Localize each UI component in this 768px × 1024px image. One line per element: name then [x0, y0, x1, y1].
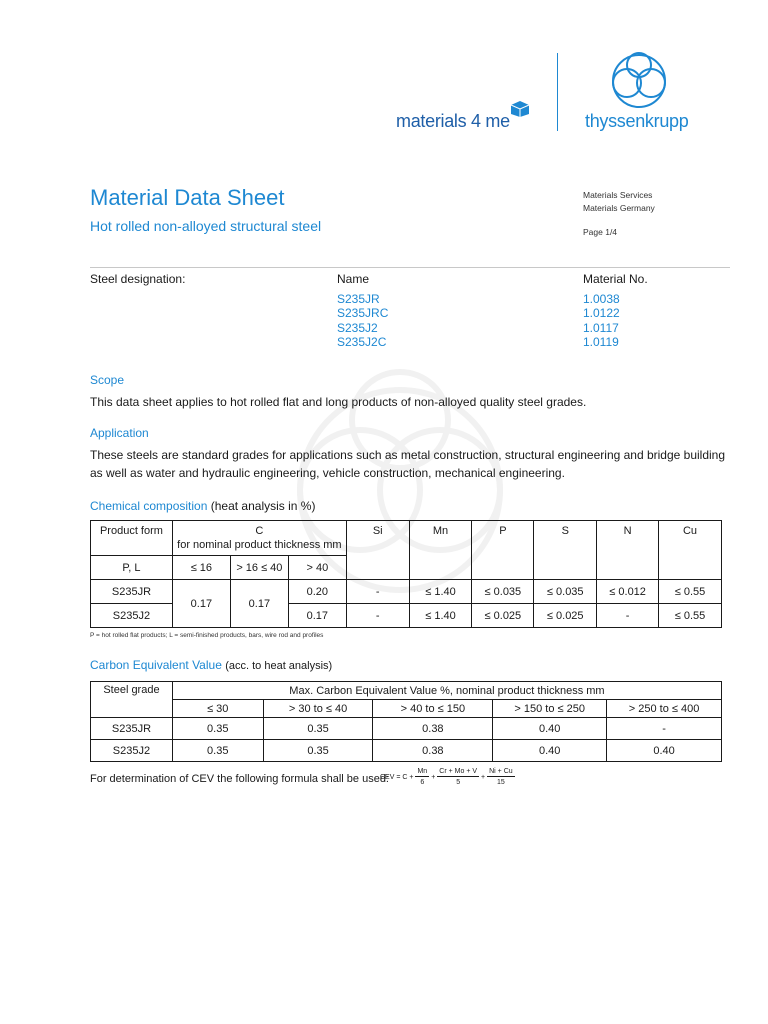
chemical-heading-title: Chemical composition — [90, 499, 208, 513]
page-number: Page 1/4 — [583, 227, 618, 237]
s-value: ≤ 0.025 — [534, 604, 597, 628]
fraction-denominator: 15 — [497, 779, 505, 786]
col-max-cev: Max. Carbon Equivalent Value %, nominal product thickness mm — [172, 682, 721, 700]
cev-value: 0.35 — [263, 740, 373, 762]
col-s: S — [534, 521, 597, 580]
col-carbon-label: C — [255, 525, 264, 537]
service-line-2: Materials Germany — [583, 203, 655, 213]
steel-designation-label: Steel designation: — [90, 272, 186, 286]
si-value: - — [346, 604, 409, 628]
material-number: 1.0122 — [583, 306, 620, 321]
grade-cell: S235J2 — [91, 604, 173, 628]
material-number-header: Material No. — [583, 272, 648, 286]
cev-value: 0.35 — [263, 718, 373, 740]
cev-heading — [90, 658, 332, 672]
fraction — [415, 768, 429, 786]
chemical-composition-table — [90, 520, 722, 628]
divider — [90, 267, 730, 268]
thickness-range: > 150 to ≤ 250 — [493, 700, 607, 718]
thickness-range: > 40 to ≤ 150 — [373, 700, 493, 718]
scope-text: This data sheet applies to hot rolled flat and long products of non-alloyed quality steel grades. — [90, 395, 587, 409]
carbon-value: 0.17 — [230, 580, 288, 628]
carbon-value: 0.20 — [288, 580, 346, 604]
col-product-form: Product form — [91, 521, 173, 556]
cu-value: ≤ 0.55 — [659, 580, 722, 604]
thickness-range: ≤ 30 — [172, 700, 263, 718]
si-value: - — [346, 580, 409, 604]
cev-value: 0.35 — [172, 718, 263, 740]
col-carbon-sub: for nominal product thickness mm — [177, 539, 342, 551]
thickness-range: > 250 to ≤ 400 — [607, 700, 722, 718]
col-cu: Cu — [659, 521, 722, 580]
materials4me-brand: materials 4 me — [396, 111, 510, 131]
p-value: ≤ 0.035 — [472, 580, 534, 604]
chemical-composition-heading — [90, 499, 315, 513]
fraction-numerator: Mn — [417, 768, 428, 775]
carbon-value: 0.17 — [288, 604, 346, 628]
col-n: N — [597, 521, 659, 580]
cev-value: 0.38 — [373, 740, 493, 762]
fraction-denominator: 6 — [420, 779, 425, 786]
cev-table — [90, 681, 722, 762]
steel-name: S235JRC — [337, 306, 389, 321]
col-carbon — [172, 521, 346, 556]
materials4me-cube-icon — [510, 100, 530, 118]
mn-value: ≤ 1.40 — [409, 604, 472, 628]
fraction — [437, 768, 479, 786]
table-footnote: P = hot rolled flat products; L = semi-finished products, bars, wire rod and profiles — [90, 632, 324, 639]
col-mn: Mn — [409, 521, 472, 580]
grade-cell: S235JR — [91, 580, 173, 604]
plus-sign: + — [431, 773, 436, 781]
cev-heading-suffix: (acc. to heat analysis) — [225, 660, 333, 672]
steel-name: S235J2C — [337, 334, 387, 349]
material-number: 1.0119 — [583, 334, 619, 349]
cev-value: 0.35 — [172, 740, 263, 762]
material-number: 1.0038 — [583, 292, 620, 306]
table-row — [91, 580, 722, 604]
header-divider — [557, 53, 558, 131]
formula-lhs: CEV = C + — [380, 773, 414, 781]
page-subtitle: Hot rolled non-alloyed structural steel — [90, 218, 322, 234]
n-value: ≤ 0.012 — [597, 580, 659, 604]
steel-name: S235J2 — [337, 320, 378, 335]
s-value: ≤ 0.035 — [534, 580, 597, 604]
cev-value: 0.40 — [493, 740, 607, 762]
cu-value: ≤ 0.55 — [659, 604, 722, 628]
cev-value: 0.40 — [493, 718, 607, 740]
table-row — [91, 740, 722, 762]
cev-value: 0.40 — [607, 740, 722, 762]
fraction-numerator: Cr + Mo + V — [439, 768, 478, 775]
cev-value: - — [607, 718, 722, 740]
mn-value: ≤ 1.40 — [409, 580, 472, 604]
thickness-range: > 30 to ≤ 40 — [263, 700, 373, 718]
grade-cell: S235J2 — [91, 740, 173, 762]
p-value: ≤ 0.025 — [472, 604, 534, 628]
scope-heading: Scope — [90, 373, 125, 387]
col-si: Si — [346, 521, 409, 580]
steel-name: S235JR — [337, 292, 380, 306]
carbon-value: 0.17 — [172, 580, 230, 628]
col-p: P — [472, 521, 534, 580]
thickness-range: ≤ 16 — [172, 556, 230, 580]
product-form-pl: P, L — [91, 556, 173, 580]
cev-heading-title: Carbon Equivalent Value — [90, 658, 222, 672]
service-line-1: Materials Services — [583, 190, 653, 200]
chemical-heading-suffix: (heat analysis in %) — [210, 499, 316, 513]
formula-description: For determination of CEV the following formula shall be used: — [90, 773, 389, 785]
material-number: 1.0117 — [583, 320, 619, 335]
steel-names-list — [337, 292, 388, 349]
thickness-range: > 40 — [288, 556, 346, 580]
material-numbers-list — [583, 292, 620, 349]
cev-value: 0.38 — [373, 718, 493, 740]
name-header: Name — [337, 272, 370, 286]
fraction-denominator: 5 — [456, 779, 461, 786]
page-title: Material Data Sheet — [90, 185, 285, 210]
n-value: - — [597, 604, 659, 628]
application-heading: Application — [90, 426, 149, 440]
fraction — [487, 768, 515, 786]
col-steel-grade: Steel grade — [91, 682, 173, 718]
table-row — [91, 718, 722, 740]
thickness-range: > 16 ≤ 40 — [230, 556, 288, 580]
thyssenkrupp-brand: thyssenkrupp — [585, 111, 689, 131]
fraction-numerator: Ni + Cu — [489, 768, 513, 775]
plus-sign: + — [481, 773, 486, 781]
cev-formula — [380, 768, 517, 786]
application-text: These steels are standard grades for applications such as metal construction, structural engineering and bridge building as well as water and hydraulic engineering, vehicle construction, mechanical engineering. — [90, 448, 726, 480]
thyssenkrupp-rings-icon — [608, 50, 670, 108]
grade-cell: S235JR — [91, 718, 173, 740]
